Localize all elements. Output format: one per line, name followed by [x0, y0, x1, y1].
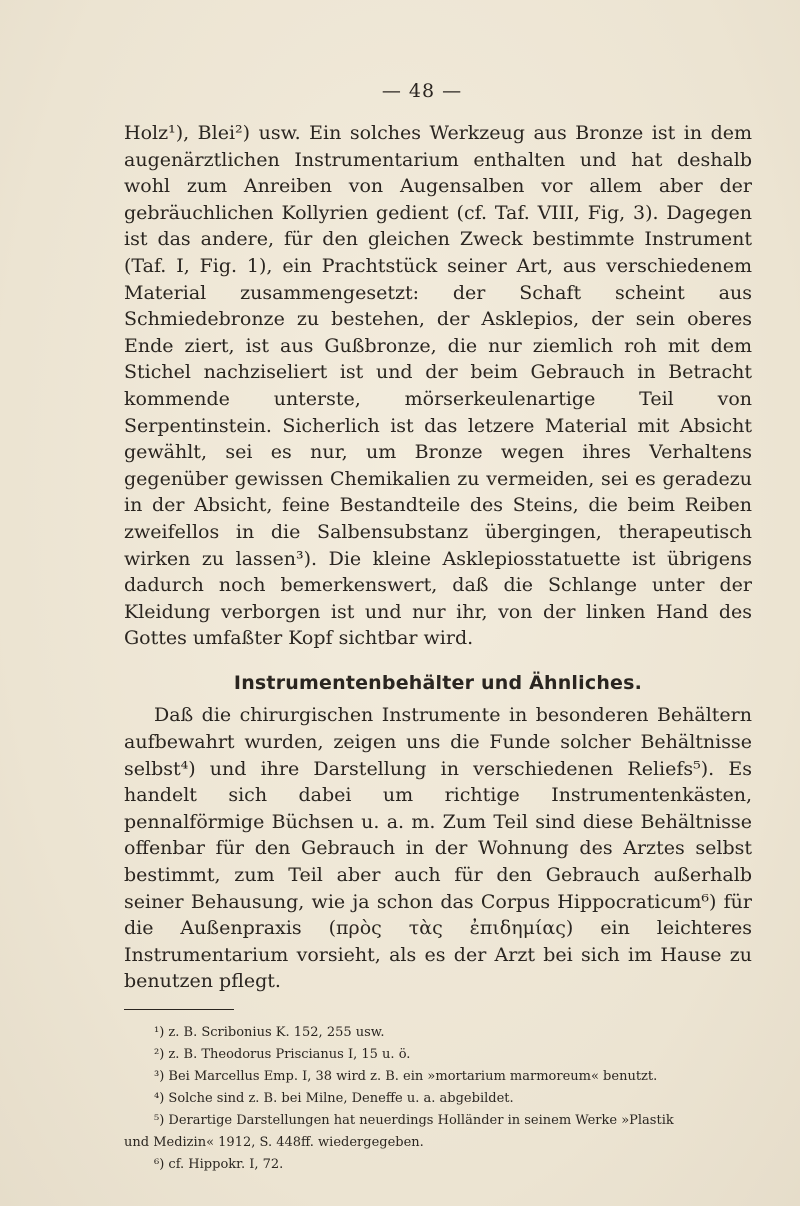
- footnote-3: ³) Bei Marcellus Emp. I, 38 wird z. B. ein »mortarium marmoreum« benutzt.: [154, 1069, 658, 1084]
- footnote-divider: [124, 1009, 234, 1010]
- footnote-5: ⁵) Derartige Darstellungen hat neuerdings Holländer in seinem Werke »Plastik: [154, 1113, 674, 1128]
- paragraph-1: Holz¹), Blei²) usw. Ein solches Werkzeug aus Bronze ist in dem augenärztlichen Instrumentarium enthalten und hat deshalb wohl zum Anreiben von Augensalben vor allem aber der gebräuchlichen Kollyrien gedient (cf. Taf. VIII, Fig, 3). Dagegen ist das andere, für den gleichen Zweck bestimmte Instrument (Taf. I, Fig. 1), ein Prachtstück seiner Art, aus verschiedenem Material zusammengesetzt: der Schaft scheint aus Schmiedebronze zu bestehen, der Asklepios, der sein oberes Ende ziert, ist aus Gußbronze, die nur ziemlich roh mit dem Stichel nachziseliert ist und der beim Gebrauch in Betracht kommende unterste, mörserkeulenartige Teil von Serpentinstein. Sicherlich ist das letzere Material mit Absicht gewählt, sei es nur, um Bronze wegen ihres Verhaltens gegenüber gewissen Chemikalien zu vermeiden, sei es geradezu in der Absicht, feine Bestandteile des Steins, die beim Reiben zweifellos in die Salbensubstanz übergingen, therapeutisch wirken zu lassen³). Die kleine Asklepiosstatuette ist übrigens dadurch noch bemerkenswert, daß die Schlange unter der Kleidung verborgen ist und nur ihr, von der linken Hand des Gottes umfaßter Kopf sichtbar wird.: [124, 122, 752, 650]
- section-heading: Instrumentenbehälter und Ähnliches.: [233, 671, 643, 694]
- footnotes: [124, 1022, 752, 1176]
- footnote-1: ¹) z. B. Scribonius K. 152, 255 usw.: [154, 1025, 385, 1040]
- footnote-5-continuation: und Medizin« 1912, S. 448ff. wiedergegeben.: [124, 1135, 424, 1150]
- footnote-4: ⁴) Solche sind z. B. bei Milne, Deneffe u. a. abgebildet.: [154, 1091, 514, 1106]
- page-number: — 48 —: [381, 80, 463, 102]
- footnote-6: ⁶) cf. Hippokr. I, 72.: [154, 1157, 284, 1172]
- paragraph-2: Daß die chirurgischen Instrumente in besonderen Behältern aufbewahrt wurden, zeigen uns die Funde solcher Behältnisse selbst⁴) und ihre Darstellung in verschiedenen Reliefs⁵). Es handelt sich dabei um richtige Instrumentenkästen, pennalförmige Büchsen u. a. m. Zum Teil sind diese Behältnisse offenbar für den Gebrauch in der Wohnung des Arztes selbst bestimmt, zum Teil aber auch für den Gebrauch außerhalb seiner Behausung, wie ja schon das Corpus Hippocraticum⁶) für die Außenpraxis (πρὸς τὰς ἐπιδημίας) ein leichteres Instrumentarium vorsieht, als es der Arzt bei sich im Hause zu benutzen pflegt.: [124, 704, 752, 993]
- footnote-2: ²) z. B. Theodorus Priscianus I, 15 u. ö.: [154, 1047, 411, 1062]
- page-body: [124, 120, 752, 1176]
